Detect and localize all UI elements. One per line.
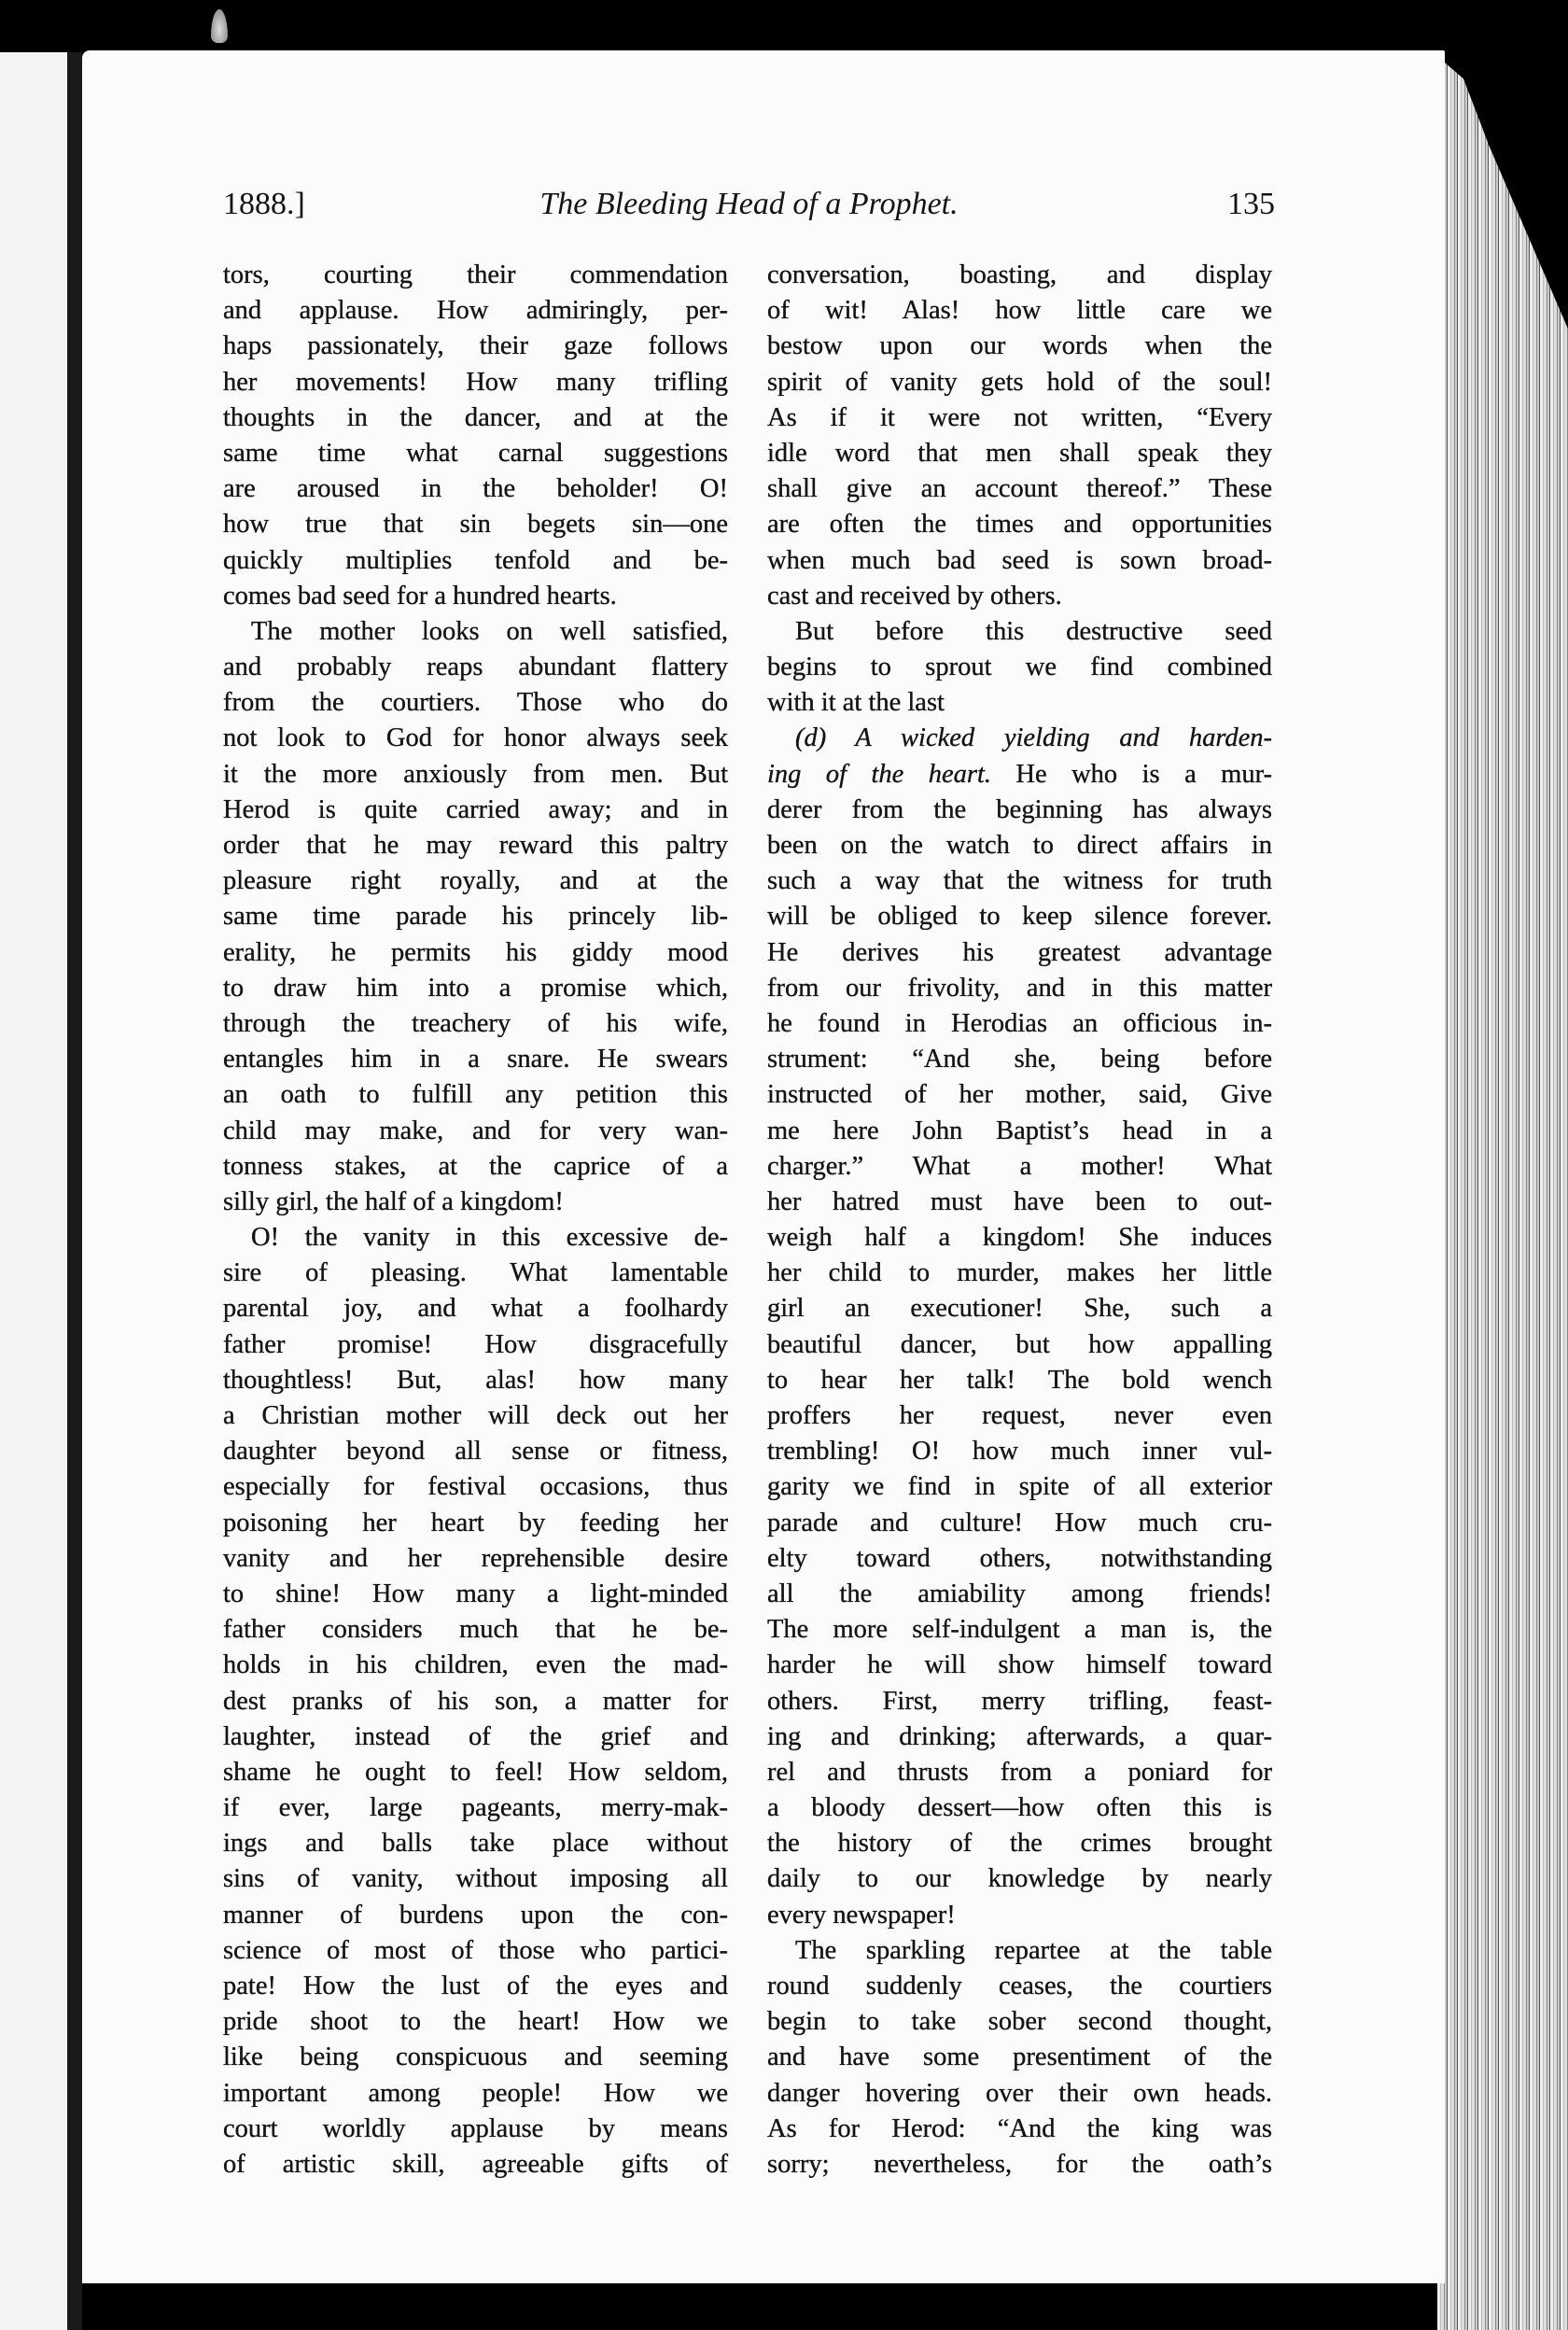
line-text: not look to God for honor always seek [223, 723, 728, 753]
line-text: father promise! How disgracefully [223, 1329, 728, 1359]
line-text: erality, he permits his giddy mood [223, 937, 728, 967]
text-line [767, 757, 1272, 793]
text-line [767, 2040, 1272, 2075]
line-text: will be obliged to keep silence forever. [767, 902, 1272, 932]
text-line [767, 1506, 1272, 1541]
header-year: 1888.] [223, 187, 305, 221]
line-text: beautiful dancer, but how appalling [767, 1329, 1272, 1359]
text-line [223, 1790, 728, 1826]
text-line [223, 1755, 728, 1790]
line-text: all the amiability among friends! [767, 1579, 1272, 1608]
line-text: round suddenly ceases, the courtiers [767, 1972, 1272, 2000]
page-number: 135 [1227, 187, 1275, 221]
line-text: comes bad seed for a hundred hearts. [223, 581, 617, 611]
line-text: The sparkling repartee at the table [795, 1935, 1272, 1965]
italic-heading-text: ing of the heart. [767, 759, 991, 789]
text-line [767, 2076, 1272, 2112]
text-line [767, 1469, 1272, 1505]
text-line [223, 507, 728, 542]
text-line [767, 1220, 1272, 1256]
text-line [223, 614, 728, 650]
line-text: shall give an account thereof.” These [767, 474, 1272, 504]
text-line [223, 899, 728, 934]
text-line [767, 650, 1272, 685]
line-text: to draw him into a promise which, [223, 973, 728, 1003]
text-line [767, 1684, 1272, 1719]
text-line [767, 1541, 1272, 1577]
line-text: and have some presentiment of the [767, 2042, 1272, 2072]
line-text: and applause. How admiringly, per- [223, 296, 728, 326]
previous-page-edge [0, 52, 67, 2330]
text-line [767, 543, 1272, 579]
text-line [223, 1291, 728, 1326]
line-text: ing and drinking; afterwards, a quar- [767, 1721, 1272, 1751]
line-text: strument: “And she, being before [767, 1045, 1272, 1074]
line-text: an oath to fulfill any petition this [223, 1080, 728, 1110]
text-line [767, 1933, 1272, 1969]
text-line [767, 1256, 1272, 1291]
line-text: with it at the last [767, 688, 945, 718]
line-text: like being conspicuous and seeming [223, 2042, 728, 2072]
text-line [767, 1861, 1272, 1897]
text-line [767, 1291, 1272, 1326]
line-text: But before this destructive seed [795, 616, 1272, 646]
text-line [767, 685, 1272, 721]
text-line [223, 543, 728, 579]
text-line [767, 1612, 1272, 1648]
line-text: father considers much that he be- [223, 1615, 728, 1645]
line-text: proffers her request, never even [767, 1401, 1272, 1430]
line-text: instructed of her mother, said, Give [767, 1080, 1272, 1110]
text-line [767, 971, 1272, 1006]
line-text: shame he ought to feel! How seldom, [223, 1757, 728, 1787]
text-line [223, 2004, 728, 2040]
text-line [767, 828, 1272, 863]
line-text: especially for festival occasions, thus [223, 1472, 728, 1502]
line-text: quickly multiplies tenfold and be- [223, 545, 728, 575]
running-header [223, 187, 1275, 230]
text-line [223, 1898, 728, 1933]
text-line [767, 935, 1272, 971]
line-text: danger hovering over their own heads. [767, 2078, 1272, 2108]
pen-tip-icon [211, 9, 228, 43]
text-line [223, 1114, 728, 1149]
text-line [223, 935, 728, 971]
text-line [767, 1969, 1272, 2004]
text-line [767, 1755, 1272, 1790]
text-line [223, 721, 728, 756]
text-line [223, 757, 728, 793]
line-text: spirit of vanity gets hold of the soul! [767, 367, 1272, 397]
text-line [223, 471, 728, 507]
italic-heading-text: (d) A wicked yielding and harden- [795, 723, 1272, 753]
header-title: The Bleeding Head of a Prophet. [539, 187, 959, 221]
line-text: begins to sprout we find combined [767, 653, 1272, 682]
text-line [767, 2112, 1272, 2147]
line-text: silly girl, the half of a kingdom! [223, 1186, 564, 1216]
line-text: of artistic skill, agreeable gifts of [223, 2149, 728, 2179]
text-line [223, 828, 728, 863]
line-text: child may make, and for very wan- [223, 1116, 728, 1145]
text-line [223, 2076, 728, 2112]
text-line [223, 1256, 728, 1291]
text-line [767, 1826, 1272, 1861]
text-line [223, 685, 728, 721]
line-text: poisoning her heart by feeding her [223, 1508, 728, 1537]
text-line [767, 1719, 1272, 1755]
text-line [767, 293, 1272, 329]
line-text: a Christian mother will deck out her [223, 1401, 728, 1430]
text-line [223, 1719, 728, 1755]
text-line [767, 1006, 1272, 1042]
text-line [223, 258, 728, 293]
line-text: to hear her talk! The bold wench [767, 1365, 1272, 1395]
line-text: sire of pleasing. What lamentable [223, 1258, 728, 1288]
line-text: me here John Baptist’s head in a [767, 1116, 1272, 1145]
line-text: pleasure right royally, and at the [223, 866, 728, 896]
text-line [223, 1398, 728, 1434]
line-text: girl an executioner! She, such a [767, 1294, 1272, 1324]
text-line [223, 1469, 728, 1505]
text-line [223, 1826, 728, 1861]
text-line [767, 1898, 1272, 1933]
line-text: pride shoot to the heart! How we [223, 2007, 728, 2037]
text-line [223, 1684, 728, 1719]
text-line [767, 400, 1272, 436]
text-line [767, 1185, 1272, 1220]
text-line [767, 1434, 1272, 1469]
text-line [223, 329, 728, 364]
line-text: been on the watch to direct affairs in [767, 831, 1272, 860]
line-text: every newspaper! [767, 1900, 956, 1930]
line-text: tors, courting their commendation [223, 260, 728, 289]
text-line [767, 793, 1272, 828]
line-text: it the more anxiously from men. But [223, 759, 728, 789]
text-line [223, 793, 728, 828]
line-text: laughter, instead of the grief and [223, 1721, 728, 1751]
text-line [767, 507, 1272, 542]
text-line [223, 1149, 728, 1185]
text-line [767, 1790, 1272, 1826]
line-text: cast and received by others. [767, 581, 1062, 611]
text-line [223, 1541, 728, 1577]
text-line [223, 1506, 728, 1541]
line-text: parental joy, and what a foolhardy [223, 1294, 728, 1324]
line-text: order that he may reward this paltry [223, 831, 728, 860]
line-text: ings and balls take place without [223, 1829, 728, 1859]
text-line [767, 614, 1272, 650]
line-text: how true that sin begets sin—one [223, 510, 728, 540]
line-text: manner of burdens upon the con- [223, 1900, 728, 1930]
text-line [767, 1363, 1272, 1398]
book-gutter [67, 52, 82, 2330]
text-line [767, 329, 1272, 364]
line-text: are aroused in the beholder! O! [223, 474, 728, 504]
line-text: bestow upon our words when the [767, 331, 1272, 361]
line-text: the history of the crimes brought [767, 1829, 1272, 1859]
line-text: court worldly applause by means [223, 2113, 728, 2143]
text-line [223, 2112, 728, 2147]
line-text: elty toward others, notwithstanding [767, 1543, 1272, 1573]
line-text: when much bad seed is sown broad- [767, 545, 1272, 575]
text-line [767, 258, 1272, 293]
line-text: The more self-indulgent a man is, the [767, 1615, 1272, 1645]
line-text: and probably reaps abundant flattery [223, 653, 728, 682]
line-text: same time what carnal suggestions [223, 438, 728, 468]
line-text: garity we find in spite of all exterior [767, 1472, 1272, 1502]
line-text: rel and thrusts from a poniard for [767, 1757, 1272, 1787]
line-text: from our frivolity, and in this matter [767, 973, 1272, 1003]
line-text: The mother looks on well satisfied, [251, 616, 728, 646]
line-text: idle word that men shall speak they [767, 438, 1272, 468]
line-text: thoughtless! But, alas! how many [223, 1365, 728, 1395]
text-line [223, 1933, 728, 1969]
line-text: derer from the beginning has always [767, 794, 1272, 824]
text-line [223, 1185, 728, 1220]
text-line [767, 1042, 1272, 1077]
line-text: if ever, large pageants, merry-mak- [223, 1793, 728, 1823]
text-line [767, 863, 1272, 899]
line-text: parade and culture! How much cru- [767, 1508, 1272, 1537]
line-text: through the treachery of his wife, [223, 1008, 728, 1038]
line-text: O! the vanity in this excessive de- [251, 1223, 728, 1253]
line-text: sorry; nevertheless, for the oath’s [767, 2149, 1272, 2179]
text-line [223, 436, 728, 471]
line-text: others. First, merry trifling, feast- [767, 1686, 1272, 1716]
line-text: Herod is quite carried away; and in [223, 794, 728, 824]
text-line [767, 721, 1272, 756]
line-text: same time parade his princely lib- [223, 902, 728, 932]
text-line [767, 899, 1272, 934]
text-line [223, 1042, 728, 1077]
right-text-column [767, 258, 1272, 2183]
left-text-column [223, 258, 728, 2183]
text-line [767, 365, 1272, 400]
line-text: vanity and her reprehensible desire [223, 1543, 728, 1573]
text-line [223, 1006, 728, 1042]
line-text: charger.” What a mother! What [767, 1151, 1272, 1181]
line-text: her child to murder, makes her little [767, 1258, 1272, 1288]
line-text: her hatred must have been to out- [767, 1186, 1272, 1216]
line-text: are often the times and opportunities [767, 510, 1272, 540]
text-line [767, 579, 1272, 614]
text-line [767, 471, 1272, 507]
line-text: science of most of those who partici- [223, 1935, 728, 1965]
page-stack-edges [1437, 56, 1568, 2330]
line-text: As for Herod: “And the king was [767, 2113, 1272, 2143]
text-line [223, 1861, 728, 1897]
line-text: He derives his greatest advantage [767, 937, 1272, 967]
line-text: sins of vanity, without imposing all [223, 1864, 728, 1894]
line-text: haps passionately, their gaze follows [223, 331, 728, 361]
line-text: harder he will show himself toward [767, 1650, 1272, 1680]
text-line [223, 293, 728, 329]
line-text: thoughts in the dancer, and at the [223, 402, 728, 432]
text-line [767, 436, 1272, 471]
text-line [223, 1434, 728, 1469]
text-line [223, 1363, 728, 1398]
line-text: trembling! O! how much inner vul- [767, 1437, 1272, 1467]
text-line [223, 1577, 728, 1612]
line-text: As if it were not written, “Every [767, 402, 1272, 432]
line-text: conversation, boasting, and display [767, 260, 1272, 289]
line-text: weigh half a kingdom! She induces [767, 1223, 1272, 1253]
text-line [223, 1612, 728, 1648]
text-line [223, 579, 728, 614]
line-text: tonness stakes, at the caprice of a [223, 1151, 728, 1181]
text-line [223, 2147, 728, 2183]
text-line [767, 1398, 1272, 1434]
text-line [767, 1114, 1272, 1149]
text-line [767, 1149, 1272, 1185]
line-text: daughter beyond all sense or fitness, [223, 1437, 728, 1467]
text-line [767, 1577, 1272, 1612]
text-line [767, 1648, 1272, 1683]
line-text: entangles him in a snare. He swears [223, 1045, 728, 1074]
text-line [767, 1327, 1272, 1363]
text-line [767, 2004, 1272, 2040]
text-line [223, 1648, 728, 1683]
line-text: dest pranks of his son, a matter for [223, 1686, 728, 1716]
line-text: important among people! How we [223, 2078, 728, 2108]
text-line [767, 1077, 1272, 1113]
line-text: pate! How the lust of the eyes and [223, 1972, 728, 2000]
line-text: to shine! How many a light-minded [223, 1579, 728, 1608]
text-line [223, 650, 728, 685]
line-text: such a way that the witness for truth [767, 866, 1272, 896]
line-text: of wit! Alas! how little care we [767, 296, 1272, 326]
text-line [223, 971, 728, 1006]
text-line [223, 863, 728, 899]
line-text: daily to our knowledge by nearly [767, 1864, 1272, 1894]
line-text: he found in Herodias an officious in- [767, 1008, 1272, 1038]
line-text: a bloody dessert—how often this is [767, 1793, 1272, 1823]
text-line [223, 1220, 728, 1256]
text-line [223, 400, 728, 436]
line-text: her movements! How many trifling [223, 367, 728, 397]
line-text: He who is a mur- [991, 759, 1272, 789]
text-line [223, 1077, 728, 1113]
text-line [223, 365, 728, 400]
text-line [767, 2147, 1272, 2183]
line-text: from the courtiers. Those who do [223, 688, 728, 718]
text-line [223, 2040, 728, 2075]
line-text: begin to take sober second thought, [767, 2007, 1272, 2037]
line-text: holds in his children, even the mad- [223, 1650, 728, 1680]
text-line [223, 1969, 728, 2004]
text-line [223, 1327, 728, 1363]
